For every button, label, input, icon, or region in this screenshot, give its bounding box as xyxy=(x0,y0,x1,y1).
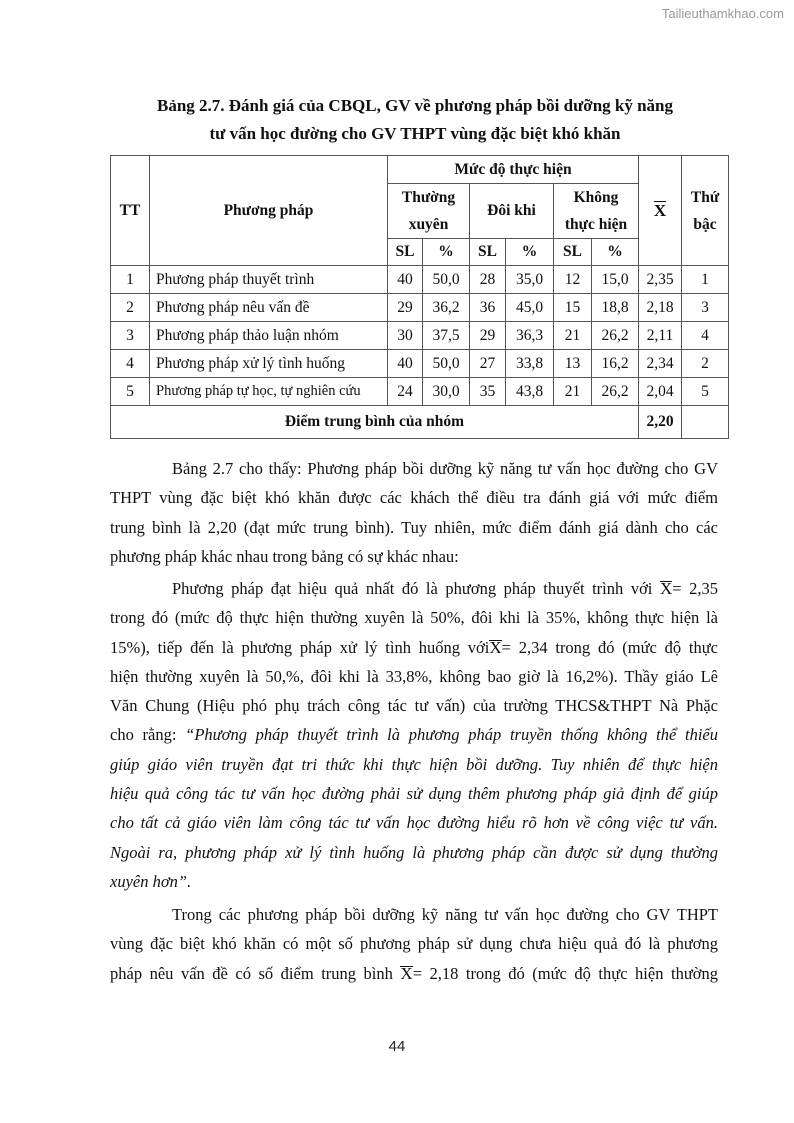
cell-never-pct: 16,2 xyxy=(592,350,639,378)
watermark: Tailieuthamkhao.com xyxy=(661,6,784,21)
mean-symbol: X xyxy=(400,963,413,983)
text-line: phương pháp khác nhau trong bảng có sự khác nhau: xyxy=(110,546,459,566)
cell-some-sl: 29 xyxy=(470,322,506,350)
cell-never-sl: 21 xyxy=(554,378,592,406)
text-line: trung bình là 2,20 (đạt mức trung bình). Tuy nhiên, mức điểm đánh giá dành cho các xyxy=(110,517,718,537)
quote: “Phương pháp thuyết trình là phương pháp truyền thống không thể thiếu xyxy=(185,725,718,745)
text-line: pháp nêu vấn đề có số điểm trung bình X= 2,18 trong đó (mức độ thực hiện thường xyxy=(110,963,718,983)
paragraph-1 xyxy=(110,454,718,571)
header-pct: % xyxy=(506,239,554,266)
text-line: cho rằng: “Phương pháp thuyết trình là phương pháp truyền thống không thể thiếu xyxy=(110,725,718,745)
text-line: THPT vùng đặc biệt khó khăn được các khách thể điều tra đánh giá với mức điểm xyxy=(110,488,718,508)
cell-tt: 1 xyxy=(111,266,150,294)
cell-often-pct: 50,0 xyxy=(423,350,470,378)
cell-never-pct: 18,8 xyxy=(592,294,639,322)
header-pct: % xyxy=(423,239,470,266)
footer-mean: 2,20 xyxy=(639,406,682,439)
cell-mean: 2,35 xyxy=(639,266,682,294)
header-sometimes: Đôi khi xyxy=(470,184,554,239)
cell-some-pct: 36,3 xyxy=(506,322,554,350)
cell-tt: 2 xyxy=(111,294,150,322)
table-row xyxy=(111,378,729,406)
cell-never-pct: 15,0 xyxy=(592,266,639,294)
cell-some-pct: 43,8 xyxy=(506,378,554,406)
cell-method: Phương pháp thảo luận nhóm xyxy=(150,322,388,350)
cell-mean: 2,34 xyxy=(639,350,682,378)
mean-symbol: X xyxy=(489,637,502,657)
page-number: 44 xyxy=(388,1038,406,1055)
evaluation-table xyxy=(110,155,729,439)
quote-line: cho tất cả giáo viên làm công tác tư vấn học đường hiểu rõ hơn về công việc tư vấn. xyxy=(110,813,718,833)
text-line: vùng đặc biệt khó khăn có một số phương pháp sử dụng chưa hiệu quả đó là phương xyxy=(110,934,718,954)
cell-often-sl: 29 xyxy=(388,294,423,322)
cell-rank: 5 xyxy=(682,378,729,406)
text-line: Bảng 2.7 cho thấy: Phương pháp bồi dưỡng kỹ năng tư vấn học đường cho GV xyxy=(172,459,718,478)
cell-never-pct: 26,2 xyxy=(592,322,639,350)
cell-method: Phương pháp tự học, tự nghiên cứu xyxy=(150,378,388,406)
cell-some-sl: 27 xyxy=(470,350,506,378)
table-row xyxy=(111,350,729,378)
cell-method: Phương pháp nêu vấn đề xyxy=(150,294,388,322)
paragraph-2 xyxy=(110,574,718,896)
cell-some-pct: 45,0 xyxy=(506,294,554,322)
cell-tt: 3 xyxy=(111,322,150,350)
cell-never-sl: 12 xyxy=(554,266,592,294)
header-method: Phương pháp xyxy=(150,156,388,266)
cell-rank: 4 xyxy=(682,322,729,350)
header-often: Thường xuyên xyxy=(388,184,470,239)
header-pct: % xyxy=(592,239,639,266)
cell-mean: 2,04 xyxy=(639,378,682,406)
header-tt: TT xyxy=(111,156,150,266)
mean-symbol: X xyxy=(653,200,667,220)
header-level: Mức độ thực hiện xyxy=(388,156,639,184)
header-sl: SL xyxy=(470,239,506,266)
cell-some-sl: 35 xyxy=(470,378,506,406)
cell-rank: 2 xyxy=(682,350,729,378)
header-rank: Thứ bậc xyxy=(682,156,729,266)
cell-mean: 2,11 xyxy=(639,322,682,350)
cell-often-sl: 30 xyxy=(388,322,423,350)
cell-some-pct: 33,8 xyxy=(506,350,554,378)
cell-often-pct: 50,0 xyxy=(423,266,470,294)
cell-never-sl: 21 xyxy=(554,322,592,350)
cell-often-pct: 37,5 xyxy=(423,322,470,350)
cell-some-sl: 28 xyxy=(470,266,506,294)
quote-line: xuyên hơn”. xyxy=(110,871,192,891)
cell-tt: 5 xyxy=(111,378,150,406)
header-sl: SL xyxy=(554,239,592,266)
header-mean xyxy=(639,156,682,266)
cell-often-pct: 36,2 xyxy=(423,294,470,322)
cell-often-sl: 40 xyxy=(388,266,423,294)
cell-rank: 1 xyxy=(682,266,729,294)
table-title-line-1: Bảng 2.7. Đánh giá của CBQL, GV về phương pháp bồi dưỡng kỹ năng xyxy=(156,96,674,115)
text-line: Phương pháp đạt hiệu quả nhất đó là phương pháp thuyết trình với X= 2,35 xyxy=(172,579,718,598)
paragraph-3 xyxy=(110,900,718,988)
cell-often-sl: 24 xyxy=(388,378,423,406)
footer-label: Điểm trung bình của nhóm xyxy=(111,406,639,439)
table-row xyxy=(111,266,729,294)
cell-some-pct: 35,0 xyxy=(506,266,554,294)
footer-rank xyxy=(682,406,729,439)
table-row xyxy=(111,294,729,322)
table-row xyxy=(111,322,729,350)
text-line: Văn Chung (Hiệu phó phụ trách công tác tư vấn) của trường THCS&THPT Nà Phặc xyxy=(110,696,718,716)
header-never: Không thực hiện xyxy=(554,184,639,239)
cell-never-sl: 13 xyxy=(554,350,592,378)
table-title-line-2: tư vấn học đường cho GV THPT vùng đặc biệt khó khăn xyxy=(209,124,621,143)
text-line: 15%), tiếp đến là phương pháp xử lý tình huống vớiX= 2,34 trong đó (mức độ thực xyxy=(110,637,718,657)
cell-method: Phương pháp xử lý tình huống xyxy=(150,350,388,378)
cell-often-pct: 30,0 xyxy=(423,378,470,406)
cell-mean: 2,18 xyxy=(639,294,682,322)
cell-rank: 3 xyxy=(682,294,729,322)
cell-method: Phương pháp thuyết trình xyxy=(150,266,388,294)
quote-line: giúp giáo viên truyền đạt tri thức khi thực hiện bồi dưỡng. Tuy nhiên để thực hiện xyxy=(110,754,718,774)
mean-symbol: X xyxy=(659,579,673,598)
text-line: trong đó (mức độ thực hiện thường xuyên là 50%, đôi khi là 35%, không thực hiện là xyxy=(110,608,718,628)
quote-line: Ngoài ra, phương pháp xử lý tình huống là phương pháp cần được sử dụng thường xyxy=(110,842,718,862)
text-line: Trong các phương pháp bồi dưỡng kỹ năng tư vấn học đường cho GV THPT xyxy=(172,905,718,924)
quote-line: hiệu quả công tác tư vấn học đường phải sử dụng thêm phương pháp giả định để giúp xyxy=(110,784,718,804)
cell-often-sl: 40 xyxy=(388,350,423,378)
cell-some-sl: 36 xyxy=(470,294,506,322)
cell-never-pct: 26,2 xyxy=(592,378,639,406)
cell-never-sl: 15 xyxy=(554,294,592,322)
header-sl: SL xyxy=(388,239,423,266)
cell-tt: 4 xyxy=(111,350,150,378)
text-line: hiện thường xuyên là 50,%, đôi khi là 33,8%, không bao giờ là 16,2%). Thầy giáo Lê xyxy=(110,666,718,686)
